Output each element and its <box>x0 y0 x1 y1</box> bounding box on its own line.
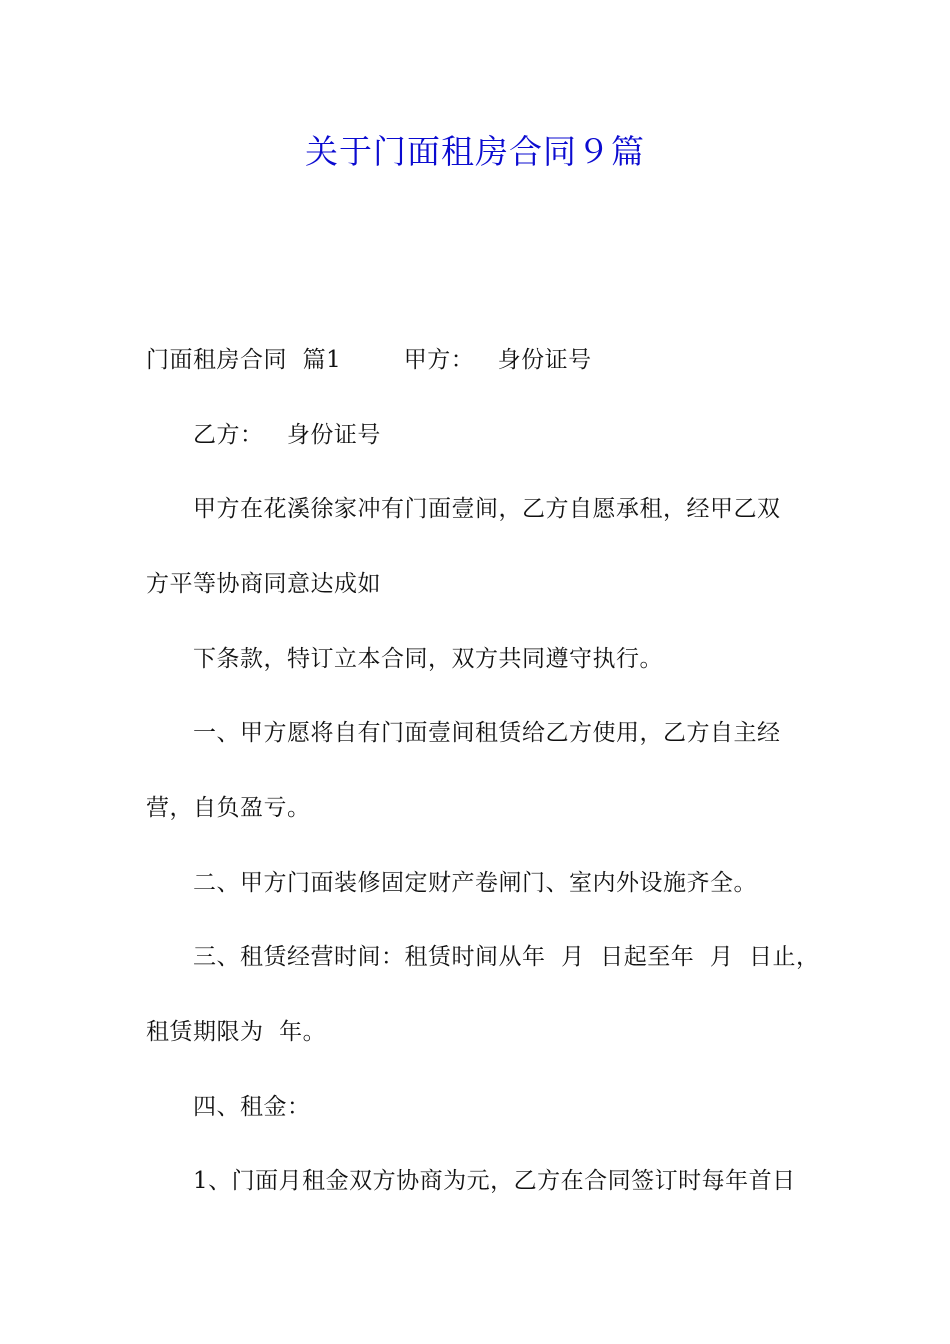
document-title: 关于门面租房合同９篇 <box>305 132 645 171</box>
body-line: 乙方： 身份证号 <box>193 422 381 448</box>
body-line: 门面租房合同 篇1 甲方： 身份证号 <box>146 347 592 373</box>
body-line: 四、租金： <box>193 1094 311 1120</box>
body-line: 营，自负盈亏。 <box>146 795 311 821</box>
body-line: 三、租赁经营时间：租赁时间从年 月 日起至年 月 日止， <box>193 944 820 970</box>
body-line: 下条款，特订立本合同，双方共同遵守执行。 <box>193 646 663 672</box>
body-line: 甲方在花溪徐家冲有门面壹间，乙方自愿承租，经甲乙双 <box>193 496 781 522</box>
body-line: 1、门面月租金双方协商为元，乙方在合同签订时每年首日 <box>193 1168 796 1194</box>
body-line: 租赁期限为 年。 <box>146 1019 327 1045</box>
body-line: 一、甲方愿将自有门面壹间租赁给乙方使用，乙方自主经 <box>193 720 781 746</box>
body-line: 二、甲方门面装修固定财产卷闸门、室内外设施齐全。 <box>193 870 757 896</box>
body-line: 方平等协商同意达成如 <box>146 571 381 597</box>
